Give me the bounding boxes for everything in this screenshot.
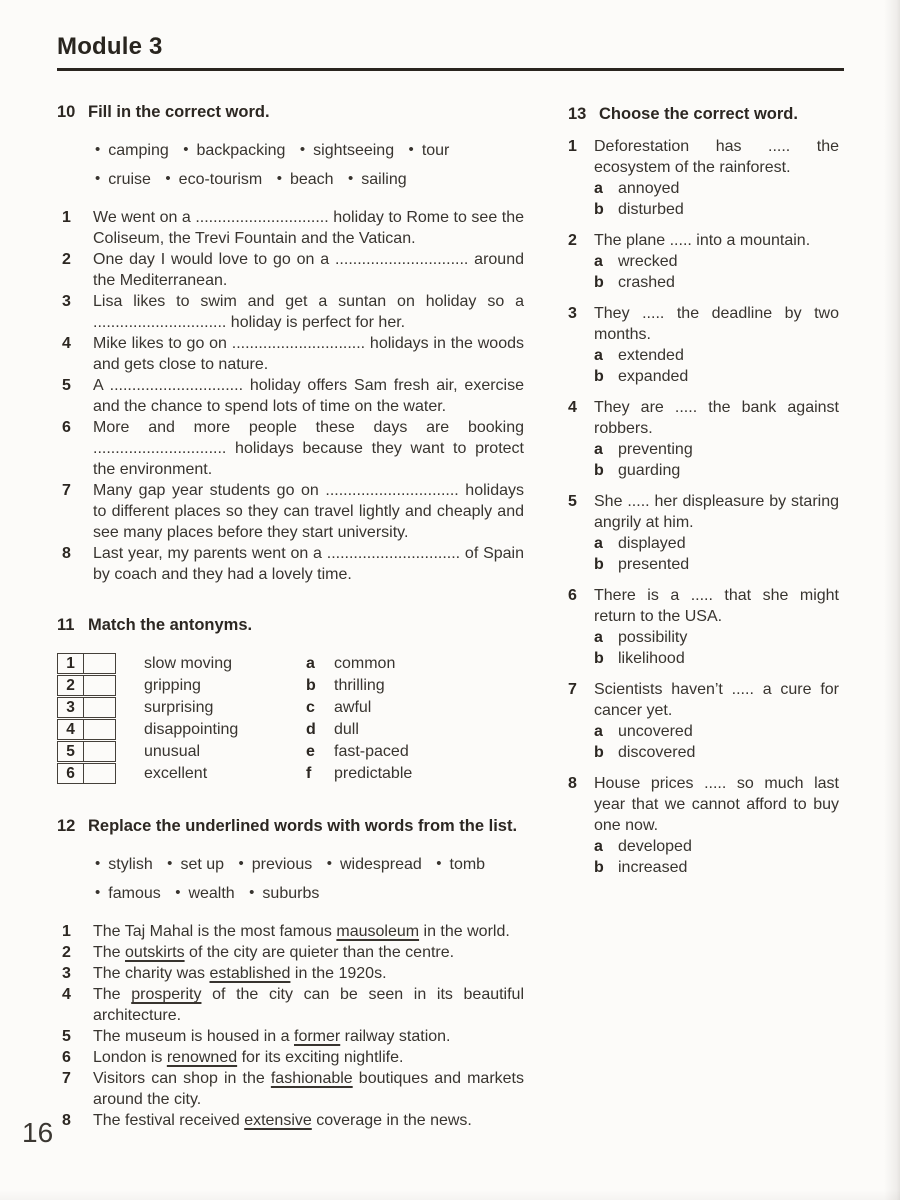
match-option-letter: a [306,655,315,672]
match-option-term: predictable [334,765,413,782]
bullet-icon: • [183,141,189,158]
bullet-icon: • [167,855,173,872]
right-column [568,103,839,888]
option-letter: a [594,253,603,270]
match-answer-box [84,763,116,784]
option-row [594,857,839,878]
word-bank-entry [238,856,312,873]
option-text: displayed [618,535,686,552]
item-text [93,1026,524,1047]
item-text-pre: The charity was [93,965,210,982]
underlined-word: established [209,965,291,982]
word-bank-word: eco-tourism [178,171,263,188]
item-number: 3 [62,965,71,982]
match-row [57,763,524,784]
exercise-number: 13 [568,105,587,123]
match-option-term: dull [334,721,359,738]
match-answer-box [84,653,116,674]
match-number-box: 1 [57,653,84,674]
option-text: likelihood [618,650,685,667]
item-text: Lisa likes to swim and get a suntan on holiday so a .............................. holiday is perfect for her. [93,293,524,331]
exercise-12-section [57,815,524,1131]
word-bank-entry [348,171,407,188]
word-bank-entry [95,171,151,188]
match-option-letter: c [306,699,315,716]
option-letter: a [594,180,603,197]
item-text [93,984,524,1026]
item-text-post: for its exciting nightlife. [237,1049,404,1066]
item-number: 8 [62,545,71,562]
option-letter: b [594,368,604,385]
exercise-10-heading [57,101,524,123]
page-bottom-shadow [0,1190,900,1200]
word-bank-word: camping [108,142,169,159]
match-row [57,741,524,762]
option-row [594,627,839,648]
exercise-title: Choose the correct word. [599,105,798,123]
match-number-box: 3 [57,697,84,718]
match-option-letter: b [306,677,316,694]
exercise-12-items [57,921,524,1131]
exercise-13-section [568,103,839,878]
exercise-item [57,1047,524,1068]
underlined-word: outskirts [125,944,185,961]
question-number: 8 [568,775,577,792]
item-number: 5 [62,1028,71,1045]
bullet-icon: • [249,884,255,901]
item-text [93,1068,524,1110]
word-bank-entry [95,885,161,902]
question [568,491,839,575]
item-number: 4 [62,335,71,352]
option-letter: b [594,556,604,573]
exercise-item [57,963,524,984]
match-term: slow moving [144,655,233,672]
option-letter: a [594,629,603,646]
underlined-word: mausoleum [336,923,420,940]
item-number: 1 [62,209,71,226]
question-number: 3 [568,305,577,322]
match-number-box: 6 [57,763,84,784]
option-text: possibility [618,629,688,646]
bullet-icon: • [238,855,244,872]
exercise-item [57,921,524,942]
question-text: There is a ..... that she might return to the USA. [594,587,839,625]
question [568,136,839,220]
bullet-icon: • [95,884,101,901]
underlined-word: prosperity [131,986,202,1003]
exercise-number: 10 [57,103,76,121]
word-bank-entry [327,856,422,873]
match-option-term: thrilling [334,677,385,694]
item-number: 2 [62,944,71,961]
option-text: disturbed [618,201,684,218]
option-row [594,199,839,220]
option-letter: a [594,535,603,552]
match-number-box: 2 [57,675,84,696]
exercise-item [57,942,524,963]
word-bank-line [95,136,524,165]
match-row [57,675,524,696]
match-row [57,719,524,740]
word-bank-word: cruise [108,171,151,188]
option-letter: a [594,723,603,740]
item-number: 7 [62,482,71,499]
word-bank-entry [95,142,169,159]
exercise-number: 12 [57,817,76,835]
word-bank-entry [249,885,319,902]
question [568,773,839,878]
bullet-icon: • [276,170,282,187]
question-number: 4 [568,399,577,416]
word-bank-word: tomb [449,856,486,873]
item-number: 6 [62,1049,71,1066]
word-bank-line [95,850,524,879]
option-text: wrecked [618,253,678,270]
question-text: They ..... the deadline by two months. [594,305,839,343]
question-number: 1 [568,138,577,155]
underlined-word: renowned [166,1049,238,1066]
option-text: expanded [618,368,689,385]
exercise-title: Fill in the correct word. [88,103,270,121]
item-text [93,963,524,984]
exercise-item [57,1110,524,1131]
word-bank-word: sightseeing [313,142,395,159]
word-bank-line [95,879,524,908]
option-row [594,439,839,460]
exercise-item [57,1068,524,1110]
match-option-term: awful [334,699,372,716]
option-letter: b [594,859,604,876]
word-bank-entry [183,142,285,159]
word-bank-word: tour [421,142,450,159]
match-option-term: fast-paced [334,743,409,760]
page-number: 16 [22,1117,54,1148]
item-number: 3 [62,293,71,310]
match-number-box: 5 [57,741,84,762]
item-text-post: in the world. [419,923,510,940]
word-bank-word: suburbs [262,885,320,902]
bullet-icon: • [299,141,306,158]
bullet-icon: • [326,855,332,872]
exercise-12-heading [57,815,524,837]
exercise-10-section [57,101,524,585]
exercise-item [57,333,524,375]
option-letter: a [594,441,603,458]
question-number: 2 [568,232,577,249]
exercise-11-section [57,614,524,784]
exercise-item [57,417,524,480]
option-row [594,648,839,669]
question-text: House prices ..... so much last year that we cannot afford to buy one now. [594,775,839,834]
exercise-title: Replace the underlined words with words from the list. [88,817,518,835]
item-text-pre: The festival received [93,1112,245,1129]
exercise-item [57,291,524,333]
item-text-post: in the 1920s. [290,965,387,982]
bullet-icon: • [95,170,101,187]
item-text [93,942,524,963]
match-answer-box [84,719,116,740]
question [568,230,839,293]
question-text: She ..... her displeasure by staring angrily at him. [594,493,839,531]
item-number: 8 [62,1112,71,1129]
exercise-10-items [57,207,524,585]
option-row [594,460,839,481]
question-text: They are ..... the bank against robbers. [594,399,839,437]
word-bank-word: sailing [361,171,407,188]
header-rule [57,68,844,71]
item-text-pre: The museum is housed in a [93,1028,294,1045]
option-row [594,554,839,575]
word-bank-entry [300,142,394,159]
item-text-post: of the city are quieter than the centre. [184,944,455,961]
item-text-pre: The [93,986,132,1003]
option-text: annoyed [618,180,680,197]
bullet-icon: • [348,170,354,187]
bullet-icon: • [95,855,101,872]
item-number: 1 [62,923,71,940]
exercise-title: Match the antonyms. [88,616,253,634]
word-bank-word: set up [180,856,225,873]
word-bank-entry [277,171,334,188]
module-header [57,33,844,71]
page-title: Module 3 [57,33,163,60]
match-row [57,653,524,674]
item-text-post: of the city can be seen in its beautiful architecture. [93,986,525,1024]
match-answer-box [84,675,116,696]
option-row [594,272,839,293]
word-bank-word: beach [289,171,334,188]
item-text-pre: Visitors can shop in the [93,1070,271,1087]
match-option-term: common [334,655,396,672]
item-text: We went on a .............................. holiday to Rome to see the Coliseum, the Trevi Fountain and the Vatican. [93,209,524,247]
option-letter: b [594,744,604,761]
item-text-post: boutiques and markets around the city. [93,1070,524,1108]
question [568,397,839,481]
exercise-item [57,207,524,249]
underlined-word: fashionable [270,1070,353,1087]
option-row [594,721,839,742]
item-text: Many gap year students go on .............................. holidays to different places so they can travel lightly and cheaply and see many places before they start university. [93,482,524,541]
exercise-11-heading [57,614,524,636]
word-bank-entry [409,142,450,159]
page-edge-shadow [884,0,900,1200]
option-text: presented [618,556,690,573]
match-term: disappointing [144,721,239,738]
word-bank-line [95,165,524,194]
item-text: More and more people these days are booking .............................. holidays because they want to protect the environment. [93,419,524,478]
bullet-icon: • [436,855,442,872]
match-number-box: 4 [57,719,84,740]
question [568,679,839,763]
bullet-icon: • [408,141,414,158]
exercise-item [57,543,524,585]
item-text: A .............................. holiday offers Sam fresh air, exercise and the chance to spend lots of time on the water. [93,377,524,415]
question [568,303,839,387]
match-term: surprising [144,699,214,716]
exercise-13-heading [568,103,839,125]
option-row [594,251,839,272]
item-text [93,1110,524,1131]
underlined-word: former [294,1028,341,1045]
word-bank-word: wealth [188,885,235,902]
exercise-10-word-bank [57,136,524,194]
item-number: 5 [62,377,71,394]
item-text [93,1047,524,1068]
word-bank-entry [175,885,235,902]
item-text-pre: London is [93,1049,167,1066]
question [568,585,839,669]
option-row [594,533,839,554]
word-bank-entry [165,171,262,188]
item-text-post: railway station. [340,1028,451,1045]
word-bank-word: backpacking [196,142,286,159]
exercise-item [57,984,524,1026]
exercise-item [57,480,524,543]
option-row [594,345,839,366]
underlined-word: extensive [244,1112,312,1129]
word-bank-entry [436,856,485,873]
item-text: Mike likes to go on .............................. holidays in the woods and gets close to nature. [93,335,524,373]
option-row [594,178,839,199]
option-letter: b [594,201,604,218]
option-text: extended [618,347,684,364]
question-text: Scientists haven’t ..... a cure for cancer yet. [594,681,839,719]
item-text: One day I would love to go on a .............................. around the Mediterranean. [93,251,524,289]
match-option-letter: d [306,721,316,738]
word-bank-entry [95,856,153,873]
exercise-number: 11 [57,616,75,634]
match-term: unusual [144,743,201,760]
left-column [57,101,524,1131]
exercise-item [57,249,524,291]
option-text: preventing [618,441,693,458]
item-text-pre: The Taj Mahal is the most famous [93,923,337,940]
option-text: crashed [618,274,675,291]
word-bank-entry [167,856,224,873]
matching-table [57,653,524,784]
word-bank-word: stylish [108,856,153,873]
match-answer-box [84,697,116,718]
item-text-pre: The [93,944,126,961]
exercise-item [57,1026,524,1047]
question-text: The plane ..... into a mountain. [594,232,811,249]
bullet-icon: • [165,170,171,187]
exercise-item [57,375,524,417]
item-number: 6 [62,419,71,436]
option-row [594,366,839,387]
match-option-letter: e [306,743,315,760]
match-option-letter: f [306,765,312,782]
question-text: Deforestation has ..... the ecosystem of the rainforest. [594,138,839,176]
bullet-icon: • [175,884,181,901]
word-bank-word: widespread [339,856,422,873]
option-row [594,742,839,763]
item-number: 2 [62,251,71,268]
option-row [594,836,839,857]
exercise-12-word-bank [57,850,524,908]
item-text [93,921,524,942]
question-number: 7 [568,681,577,698]
item-number: 4 [62,986,71,1003]
option-text: developed [618,838,692,855]
option-text: uncovered [618,723,693,740]
option-text: increased [618,859,688,876]
match-term: excellent [144,765,208,782]
question-number: 6 [568,587,577,604]
item-number: 7 [62,1070,71,1087]
match-term: gripping [144,677,201,694]
option-letter: a [594,347,603,364]
item-text-post: coverage in the news. [311,1112,472,1129]
option-letter: b [594,650,604,667]
option-letter: a [594,838,603,855]
option-letter: b [594,274,604,291]
match-row [57,697,524,718]
bullet-icon: • [95,141,101,158]
word-bank-word: famous [108,885,161,902]
option-text: guarding [618,462,681,479]
item-text: Last year, my parents went on a .............................. of Spain by coach and they had a lovely time. [93,545,524,583]
match-answer-box [84,741,116,762]
word-bank-word: previous [251,856,313,873]
option-letter: b [594,462,604,479]
option-text: discovered [618,744,696,761]
question-number: 5 [568,493,577,510]
